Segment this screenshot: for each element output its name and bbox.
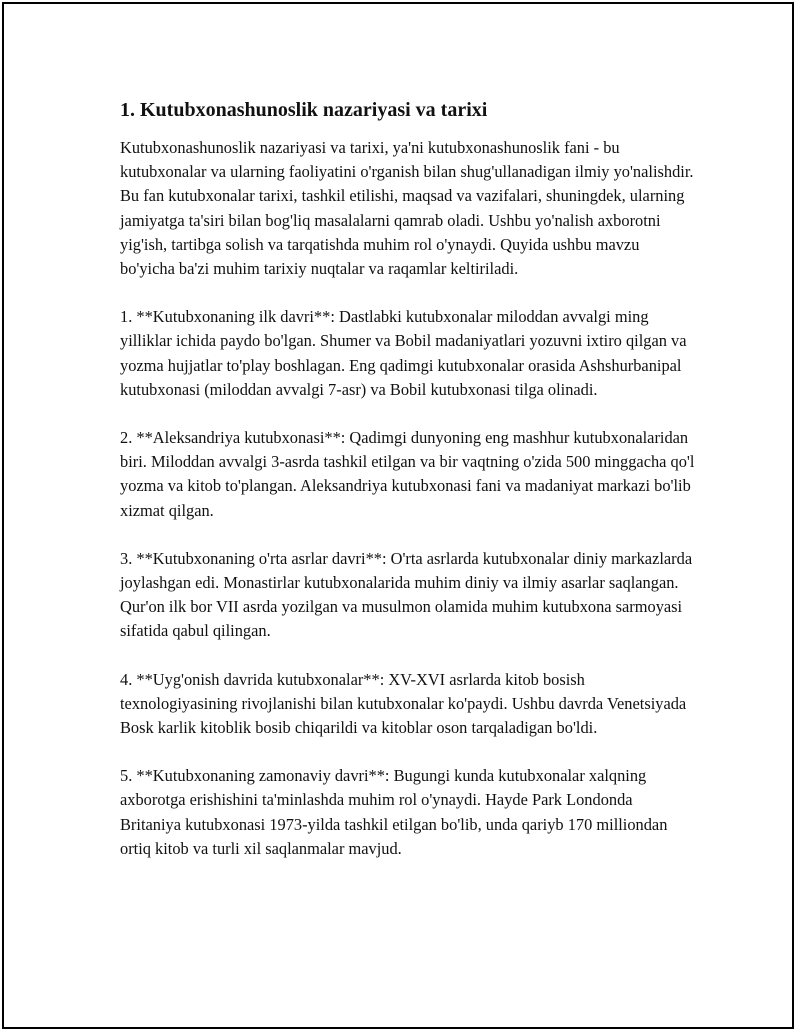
paragraph-renaissance: 4. **Uyg'onish davrida kutubxonalar**: XV-XVI asrlarda kitob bosish texnologiyasining rivojlanishi bilan kutubxonalar ko'paydi. Ushbu davrda Venetsiyada Bosk karlik kitoblik bosib chiqarildi va kitoblar oson tarqaladigan bo'ldi. (120, 669, 687, 738)
paragraph-modern-period: 5. **Kutubxonaning zamonaviy davri**: Bugungi kunda kutubxonalar xalqning axborotga erishishini ta'minlashda muhim rol o'ynaydi. Hayde Park Londonda Britaniya kutubxonasi 1973-yilda tashkil etilgan bo'lib, unda qariyb 170 milliondan ortiq kitob va turli xil saqlanmalar mavjud. (120, 766, 668, 858)
paragraph-early-period: 1. **Kutubxonaning ilk davri**: Dastlabki kutubxonalar miloddan avvalgi ming yilliklar ichida paydo bo'lgan. Shumer va Bobil madaniyatlari yozuvni ixtiro qilgan va yozma hujjatlar to'play boshlagan. Eng qadimgi kutubxonalar orasida Ashshurbanipal kutubxonasi (miloddan avvalgi 7-asr) va Bobil kutubxonasi tilga olinadi. (120, 307, 687, 399)
intro-paragraph: Kutubxonashunoslik nazariyasi va tarixi, ya'ni kutubxonashunoslik fani - bu kutubxonalar va ularning faoliyatini o'rganish bilan shug'ullanadigan ilmiy yo'nalishdir. Bu fan kutubxonalar tarixi, tashkil etilishi, maqsad va vazifalari, shuningdek, ularning jamiyatga ta'siri bilan bog'liq masalalarni qamrab oladi. Ushbu yo'nalish axborotni yig'ish, tartibga solish va tarqatishda muhim rol o'ynaydi. Quyida ushbu mavzu bo'yicha ba'zi muhim tarixiy nuqtalar va raqamlar keltiriladi. (120, 138, 694, 279)
paragraph-middle-ages: 3. **Kutubxonaning o'rta asrlar davri**: O'rta asrlarda kutubxonalar diniy markazlarda joylashgan edi. Monastirlar kutubxonalarida muhim diniy va ilmiy asarlar saqlangan. Qur'on ilk bor VII asrda yozilgan va musulmon olamida muhim kutubxona sarmoyasi sifatida qabul qilingan. (120, 548, 693, 641)
page-frame (2, 2, 794, 1029)
section-heading: 1. Kutubxonashunoslik nazariyasi va tarixi (120, 99, 488, 121)
paragraph-alexandria: 2. **Aleksandriya kutubxonasi**: Qadimgi dunyoning eng mashhur kutubxonalaridan biri. Miloddan avvalgi 3-asrda tashkil etilgan va bir vaqtning o'zida 500 minggacha qo'l yozma va kitob to'plangan. Aleksandriya kutubxonasi fani va madaniyat markazi bo'lib xizmat qilgan. (120, 428, 695, 520)
document-body (120, 98, 695, 885)
